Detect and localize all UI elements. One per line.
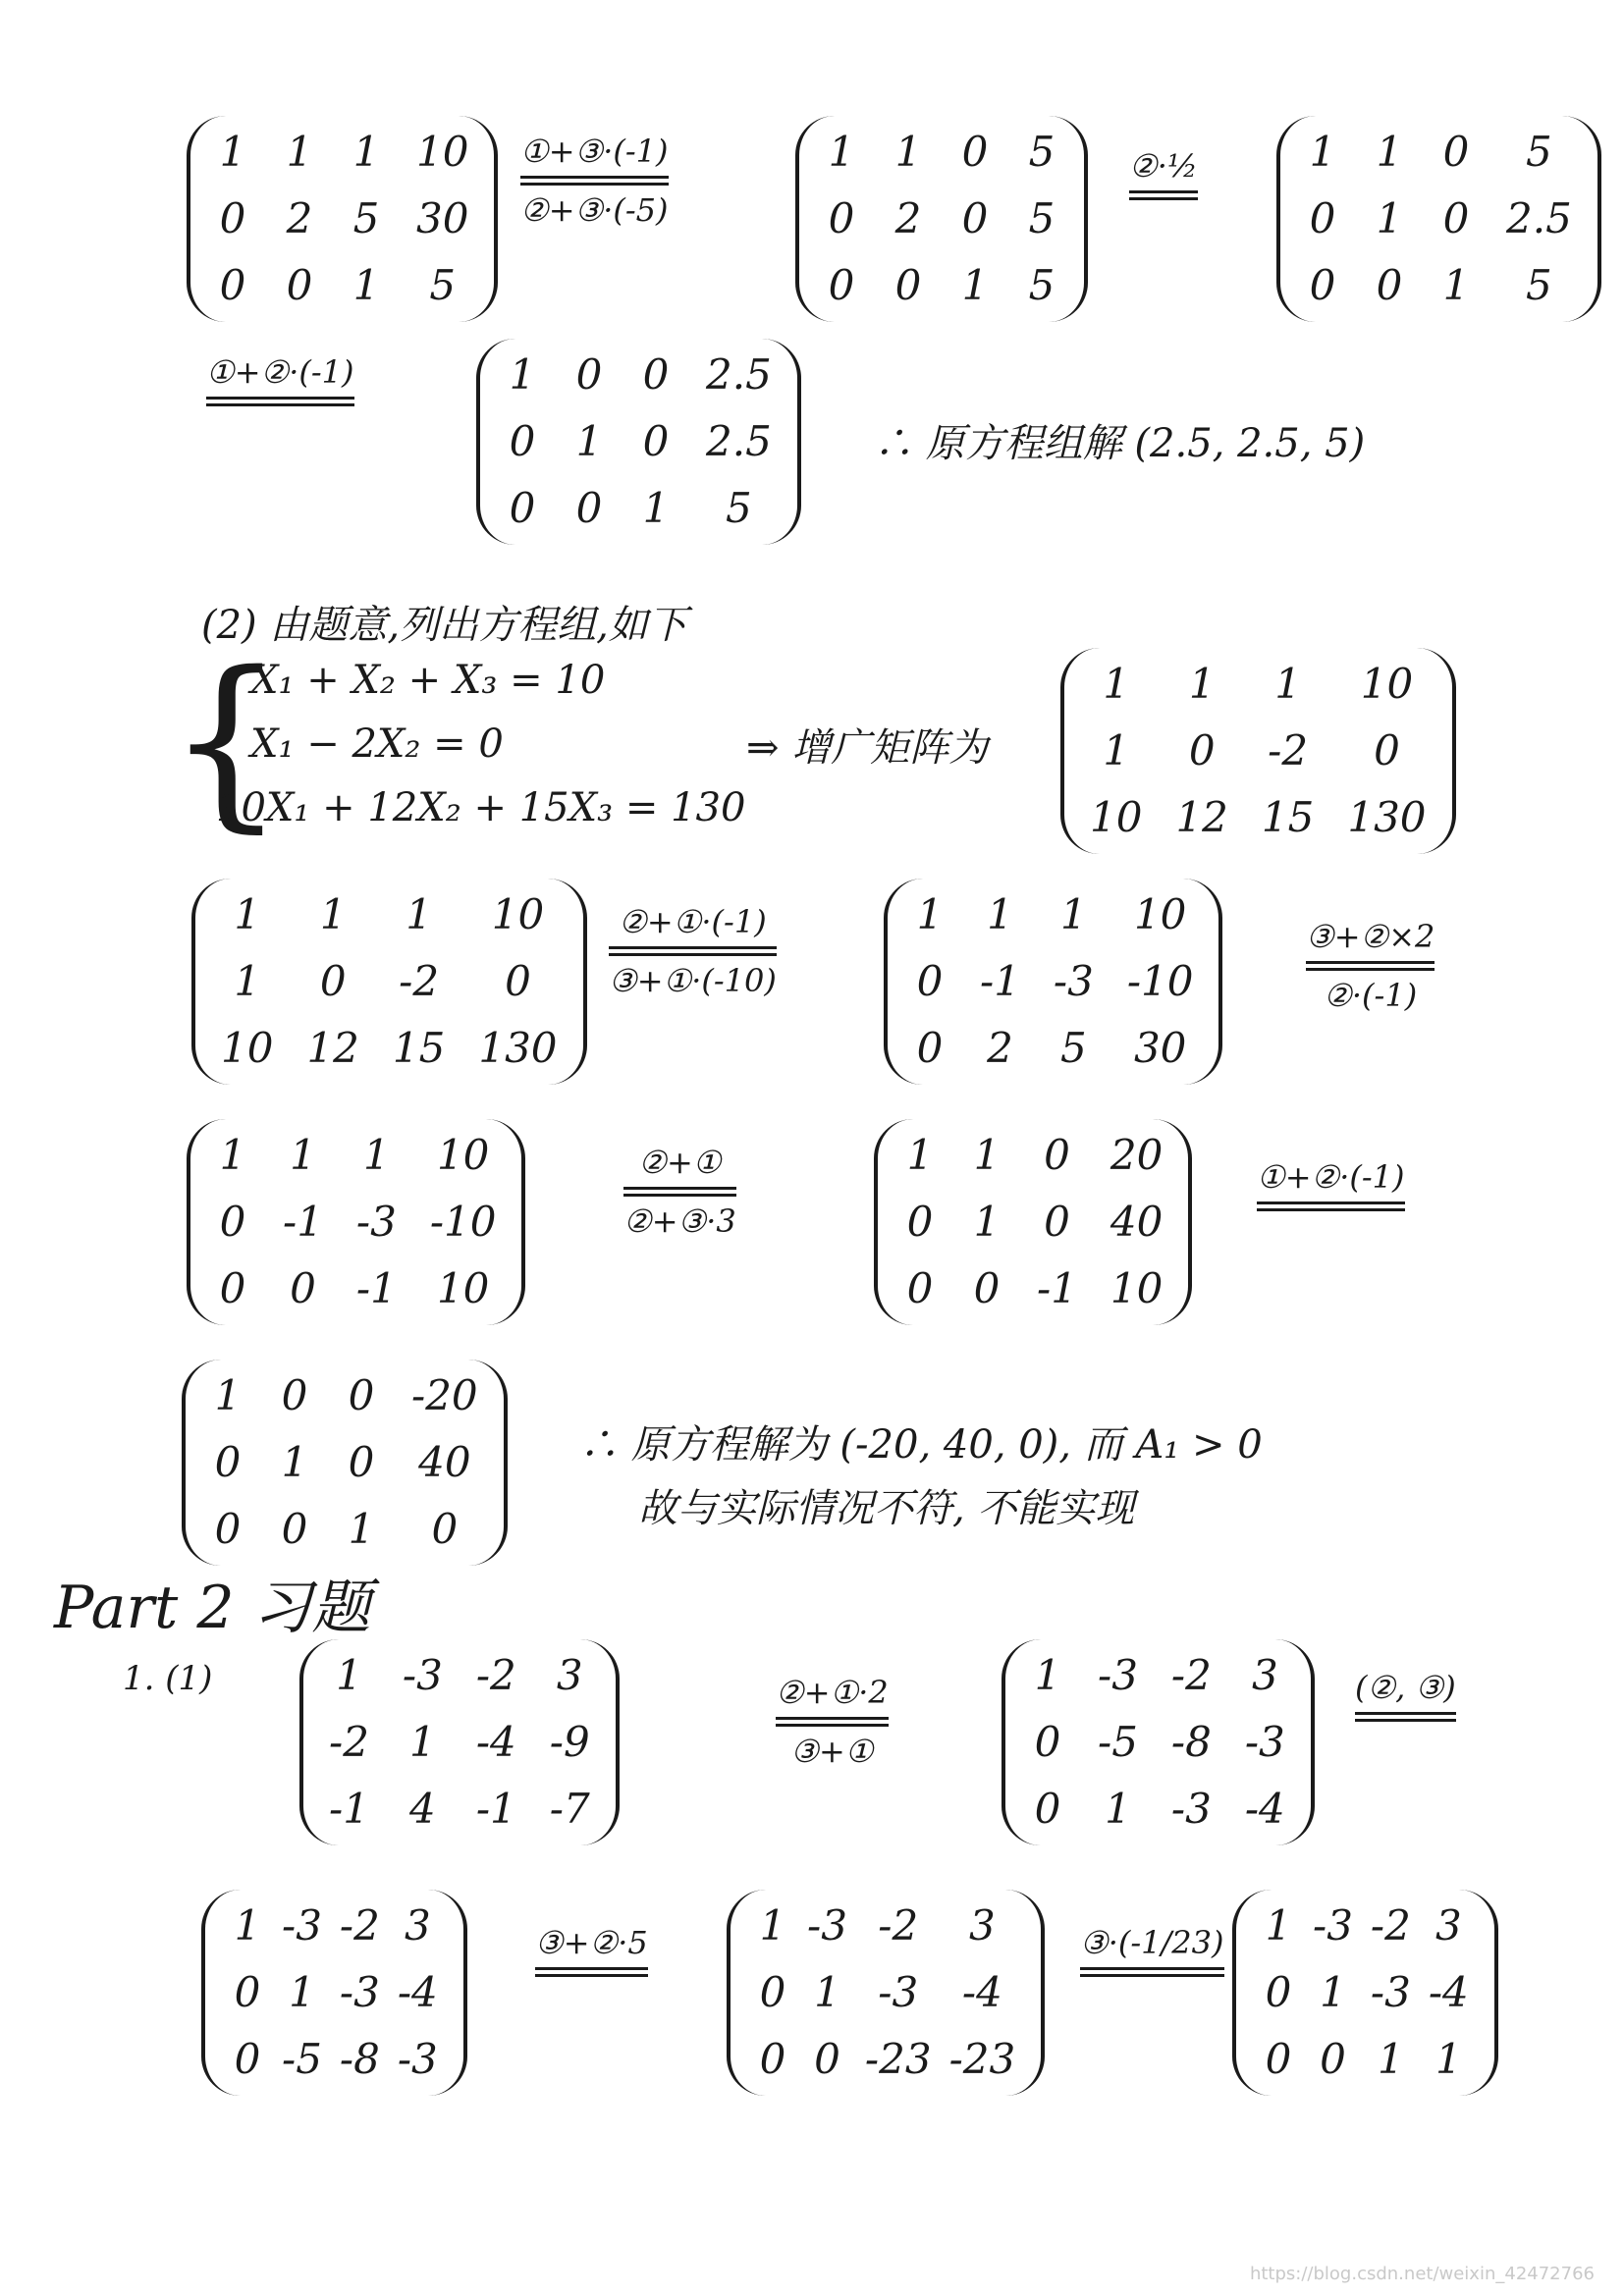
matrix-entry: 10 [1110,1264,1164,1312]
matrix-entry: -8 [1170,1718,1212,1766]
matrix-entry: 1 [894,128,922,176]
matrix-entry: -3 [1053,957,1094,1005]
matrix-entry: 1 [219,128,246,176]
matrix-entry: 0 [214,1505,242,1553]
matrix-entry: 3 [1435,1901,1462,1949]
matrix-entry: -4 [961,1968,1002,2016]
row-op-row8-b [1080,1924,1224,1983]
matrix-entry: 1 [973,1198,1001,1246]
matrix-entry: 0 [961,128,989,176]
matrix-entry: 5 [1060,1024,1087,1072]
matrix-entry: 1 [1378,2035,1404,2083]
row-op-top: ②+①·2 [776,1674,889,1711]
matrix-entry: -2 [329,1718,369,1766]
matrix-entry: 1 [1265,1901,1292,1949]
matrix-entry: 5 [1028,261,1056,309]
matrix-entry: 10 [221,1024,274,1072]
matrix-entry: 0 [214,1438,242,1486]
row-op-row5-a [623,1144,736,1240]
matrix-entry: 0 [916,957,944,1005]
matrix-entry: -1 [475,1785,516,1833]
matrix-entry: 1 [406,890,432,938]
matrix-entry: 12 [306,1024,359,1072]
matrix-entry: -3 [397,2035,438,2083]
matrix-entry: 0 [509,484,536,532]
matrix-entry: 3 [1251,1651,1278,1699]
matrix-entry: 0 [234,2035,261,2083]
matrix-entry: 0 [505,957,531,1005]
matrix-entry: 2 [286,194,313,242]
matrix-entry: -1 [1037,1264,1077,1312]
matrix-entry: 0 [1265,2035,1292,2083]
matrix-entry: -2 [878,1901,919,1949]
matrix-entry: 0 [1265,1968,1292,2016]
row-op-top: ①+②·(-1) [1257,1158,1405,1196]
matrix-entry: 12 [1175,793,1228,841]
matrix-entry: -3 [339,1968,380,2016]
matrix-entry: 1 [290,1131,316,1179]
matrix-row5-a [187,1119,525,1325]
matrix-entry: 0 [1309,261,1336,309]
matrix-entry: 0 [319,957,347,1005]
matrix-entry: 40 [418,1438,471,1486]
matrix-entry: 1 [1274,660,1301,708]
matrix-entry: 0 [286,261,313,309]
matrix-entry: -4 [397,1968,438,2016]
matrix-entry: 15 [1261,793,1315,841]
matrix-entry: 0 [1188,726,1216,774]
matrix-entry: -2 [1370,1901,1411,1949]
matrix-entry: -1 [283,1198,323,1246]
matrix-entry: -23 [864,2035,932,2083]
matrix-row5-b [874,1119,1192,1325]
matrix-entry: 2 [987,1024,1013,1072]
matrix-row1-c [1276,116,1601,322]
matrix-entry: 0 [642,417,670,465]
matrix-entry: 30 [416,194,469,242]
matrix-entry: 1 [987,890,1013,938]
matrix-entry: 0 [973,1264,1001,1312]
matrix-entry: 15 [392,1024,446,1072]
matrix-entry: -8 [339,2035,380,2083]
matrix-entry: -3 [1098,1651,1138,1699]
matrix-entry: -1 [355,1264,397,1312]
matrix-entry: 1 [281,1438,308,1486]
row-op-ex1-b [1355,1669,1456,1728]
matrix-entry: 1 [352,128,380,176]
matrix-row2 [476,339,801,545]
conclusion-row6-line1: ∴ 原方程解为 (-20, 40, 0), 而 A₁ > 0 [579,1422,1263,1468]
row-op-row5-b [1257,1158,1405,1217]
matrix-entry: 3 [404,1901,431,1949]
matrix-entry: 1 [1188,660,1216,708]
matrix-entry: -20 [411,1371,478,1419]
matrix-row1-a [187,116,498,322]
matrix-entry: 5 [352,194,380,242]
row-op-top: ①+②·(-1) [206,353,354,391]
matrix-entry: 0 [509,417,536,465]
matrix-ex1-a [299,1639,620,1845]
row-op-row1-a [520,133,669,229]
matrix-entry: 1 [916,890,944,938]
matrix-entry: 1 [1103,660,1130,708]
matrix-entry: 0 [1309,194,1336,242]
matrix-row8-c [1232,1890,1498,2096]
matrix-row4-a [191,879,587,1085]
row-op-row1-b [1129,147,1198,206]
augmented-label: ⇒ 增广矩阵为 [746,725,989,771]
matrix-row8-a [201,1890,467,2096]
matrix-entry: 0 [961,194,989,242]
matrix-entry: 0 [906,1264,934,1312]
matrix-entry: 1 [759,1901,786,1949]
matrix-entry: 1 [234,957,261,1005]
matrix-entry: 5 [1526,261,1552,309]
matrix-entry: 1 [363,1131,390,1179]
augmented-matrix [1060,648,1456,854]
part-title: Part 2 习题 [54,1574,371,1642]
matrix-entry: -2 [475,1651,516,1699]
equation-2: X₁ − 2X₂ = 0 [250,721,504,767]
matrix-entry: 1 [961,261,989,309]
matrix-entry: -23 [948,2035,1016,2083]
matrix-entry: 130 [478,1024,558,1072]
matrix-entry: -3 [402,1651,443,1699]
matrix-entry: -3 [355,1198,397,1246]
matrix-entry: 2 [894,194,922,242]
matrix-entry: -2 [339,1901,380,1949]
matrix-entry: 0 [219,1264,246,1312]
matrix-row4-b [884,879,1222,1085]
matrix-entry: 0 [1376,261,1403,309]
row-op-top: ①+③·(-1) [520,133,669,170]
matrix-entry: -3 [1244,1718,1285,1766]
matrix-entry: 0 [431,1505,459,1553]
matrix-entry: 1 [1435,2035,1462,2083]
matrix-entry: -2 [1170,1651,1212,1699]
matrix-entry: -3 [807,1901,847,1949]
matrix-entry: 2.5 [706,417,772,465]
matrix-entry: -5 [282,2035,322,2083]
matrix-entry: 0 [1034,1718,1061,1766]
matrix-entry: 0 [1374,726,1400,774]
matrix-entry: 0 [348,1438,375,1486]
matrix-entry: 1 [1309,128,1336,176]
matrix-entry: 0 [281,1371,308,1419]
matrix-entry: 1 [319,890,347,938]
matrix-entry: 1 [575,417,603,465]
matrix-entry: -10 [429,1198,497,1246]
matrix-entry: -3 [878,1968,919,2016]
matrix-entry: 0 [219,194,246,242]
matrix-entry: 1 [289,1968,315,2016]
matrix-entry: 10 [1090,793,1143,841]
row-op-top: ③·(-1/23) [1080,1924,1224,1961]
equation-3: 10X₁ + 12X₂ + 15X₃ = 130 [216,785,746,830]
matrix-entry: 1 [348,1505,375,1553]
matrix-entry: 0 [759,2035,786,2083]
matrix-entry: 0 [575,350,603,399]
matrix-entry: 1 [286,128,313,176]
matrix-entry: 2.5 [706,350,772,399]
row-op-row4-b [1306,918,1435,1014]
matrix-entry: 5 [1526,128,1552,176]
row-op-bottom: ③+①·(-10) [609,962,777,999]
matrix-entry: -3 [1170,1785,1212,1833]
matrix-entry: -1 [329,1785,369,1833]
equation-1: X₁ + X₂ + X₃ = 10 [250,658,606,703]
matrix-entry: 1 [234,890,261,938]
matrix-entry: 10 [1360,660,1414,708]
matrix-entry: -3 [282,1901,322,1949]
subproblem-heading: (2) 由题意,列出方程组,如下 [201,603,687,648]
watermark: https://blog.csdn.net/weixin_42472766 [1249,2264,1595,2284]
matrix-entry: 1 [973,1131,1001,1179]
row-op-bottom: ②+③·(-5) [520,191,669,229]
matrix-entry: 1 [1034,1651,1061,1699]
matrix-entry: 0 [1034,1785,1061,1833]
conclusion-row6-line2: 故与实际情况不符, 不能实现 [638,1486,1135,1531]
matrix-entry: 1 [234,1901,261,1949]
matrix-entry: 0 [828,261,855,309]
matrix-entry: 0 [814,2035,840,2083]
row-op-ex1-a [776,1674,889,1770]
matrix-entry: 1 [1320,1968,1346,2016]
matrix-entry: -10 [1126,957,1194,1005]
matrix-entry: 0 [894,261,922,309]
row-op-top: ②+① [638,1144,722,1181]
matrix-entry: 1 [1105,1785,1131,1833]
row-op-top: ③+②·5 [535,1924,648,1961]
matrix-entry: 1 [1376,128,1403,176]
matrix-entry: 0 [234,1968,261,2016]
row-op-top: (②, ③) [1355,1669,1456,1706]
matrix-entry: 10 [436,1131,490,1179]
matrix-entry: 1 [352,261,380,309]
matrix-entry: 10 [491,890,545,938]
matrix-entry: 0 [348,1371,375,1419]
matrix-entry: 0 [575,484,603,532]
matrix-entry: 5 [726,484,752,532]
matrix-row1-b [795,116,1088,322]
matrix-entry: 10 [1133,890,1187,938]
matrix-entry: 3 [969,1901,996,1949]
matrix-entry: 0 [1320,2035,1346,2083]
matrix-entry: 1 [219,1131,246,1179]
matrix-entry: -2 [399,957,440,1005]
matrix-entry: -4 [1428,1968,1469,2016]
matrix-entry: 1 [642,484,670,532]
row-op-bottom: ②+③·3 [623,1202,736,1240]
matrix-entry: 1 [409,1718,436,1766]
matrix-entry: 0 [290,1264,316,1312]
system-brace: { [167,632,286,849]
matrix-entry: -3 [1370,1968,1411,2016]
matrix-entry: 10 [436,1264,490,1312]
matrix-entry: 0 [1442,128,1470,176]
matrix-entry: 0 [828,194,855,242]
matrix-entry: 4 [409,1785,436,1833]
matrix-entry: 5 [1028,128,1056,176]
row-op-row8-a [535,1924,648,1983]
matrix-entry: -3 [1313,1901,1353,1949]
matrix-entry: -7 [549,1785,590,1833]
row-op-row2 [206,353,354,412]
matrix-entry: 0 [1044,1131,1070,1179]
matrix-entry: 1 [906,1131,934,1179]
matrix-entry: -1 [980,957,1020,1005]
matrix-entry: 10 [416,128,469,176]
row-op-row4-a [609,903,777,999]
matrix-entry: 5 [429,261,457,309]
matrix-entry: 3 [556,1651,583,1699]
matrix-entry: 1 [814,1968,840,2016]
matrix-entry: -9 [549,1718,590,1766]
matrix-entry: 0 [281,1505,308,1553]
matrix-entry: 1 [1103,726,1130,774]
row-op-top: ③+②×2 [1306,918,1435,955]
matrix-entry: 0 [916,1024,944,1072]
matrix-entry: 0 [642,350,670,399]
matrix-entry: -4 [1244,1785,1285,1833]
matrix-entry: 40 [1110,1198,1164,1246]
matrix-entry: 0 [1044,1198,1070,1246]
matrix-entry: 0 [219,1198,246,1246]
matrix-entry: -5 [1098,1718,1138,1766]
matrix-entry: 1 [1376,194,1403,242]
row-op-top: ②+①·(-1) [619,903,767,940]
matrix-row8-b [727,1890,1045,2096]
row-op-top: ②·½ [1129,147,1198,185]
matrix-entry: -4 [475,1718,516,1766]
matrix-entry: 30 [1133,1024,1187,1072]
matrix-entry: 1 [336,1651,362,1699]
row-op-bottom: ②·(-1) [1324,977,1418,1014]
matrix-entry: 5 [1028,194,1056,242]
matrix-entry: 20 [1110,1131,1164,1179]
matrix-entry: 1 [214,1371,242,1419]
matrix-entry: 0 [906,1198,934,1246]
matrix-entry: 1 [828,128,855,176]
exercise-label: 1. (1) [123,1659,213,1698]
matrix-row6 [182,1360,508,1566]
matrix-entry: 130 [1347,793,1427,841]
row-op-bottom: ③+① [790,1733,874,1770]
matrix-entry: 1 [1060,890,1087,938]
matrix-entry: 0 [1442,194,1470,242]
matrix-entry: 1 [509,350,536,399]
matrix-entry: -2 [1268,726,1309,774]
matrix-entry: 2.5 [1506,194,1572,242]
matrix-entry: 0 [219,261,246,309]
matrix-ex1-b [1001,1639,1315,1845]
matrix-entry: 1 [1442,261,1470,309]
conclusion-row2: ∴ 原方程组解 (2.5, 2.5, 5) [874,421,1366,466]
matrix-entry: 0 [759,1968,786,2016]
